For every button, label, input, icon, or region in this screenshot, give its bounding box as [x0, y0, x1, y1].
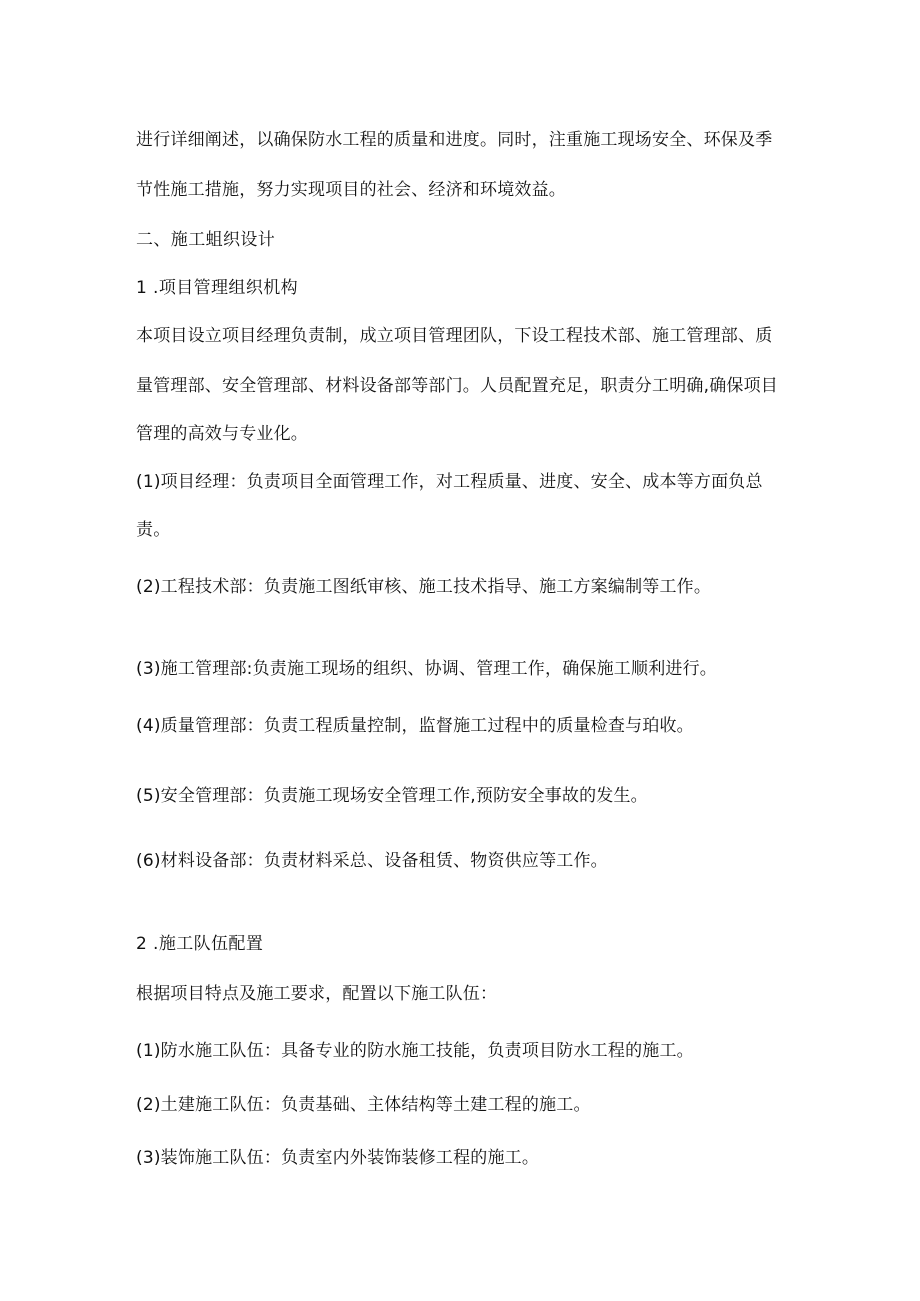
list-item-safety-mgmt: (5)安全管理部：负责施工现场安全管理工作,预防安全事故的发生。 [136, 786, 648, 806]
subsection-2-intro: 根据项目特点及施工要求，配置以下施工队伍： [136, 984, 498, 1004]
list-item-waterproofing-team: (1)防水施工队伍：具备专业的防水施工技能，负责项目防水工程的施工。 [136, 1041, 694, 1061]
subsection-1-para-line-2: 量管理部、安全管理部、材料设备部等部门。人员配置充足，职责分工明确,确保项目 [136, 376, 779, 396]
list-item-decoration-team: (3)装饰施工队伍：负责室内外装饰装修工程的施工。 [136, 1148, 540, 1168]
section-title: 二、施工蛆织设计 [136, 230, 276, 250]
list-item-civil-team: (2)土建施工队伍：负责基础、主体结构等土建工程的施工。 [136, 1095, 591, 1115]
list-item-materials-equipment: (6)材料设备部：负责材料采总、设备租赁、物资供应等工作。 [136, 851, 608, 871]
list-item-project-manager: (1)项目经理：负责项目全面管理工作，对工程质量、进度、安全、成本等方面负总 [136, 472, 763, 492]
intro-line-2: 节性施工措施，努力实现项目的社会、经济和环境效益。 [136, 180, 566, 200]
list-item-construction-mgmt: (3)施工管理部:负责施工现场的组织、协调、管理工作，确保施工顺利进行。 [136, 659, 718, 679]
list-item-engineering-tech: (2)工程技术部：负责施工图纸审核、施工技术指导、施工方案编制等工作。 [136, 577, 712, 597]
subsection-1-para-line-3: 管理的高效与专业化。 [136, 424, 308, 444]
list-item-project-manager-cont: 责。 [136, 520, 171, 540]
list-item-quality-mgmt: (4)质量管理部：负责工程质量控制，监督施工过程中的质量检查与珀收。 [136, 716, 694, 736]
subsection-1-para-line-1: 本项目设立项目经理负责制，成立项目管理团队，下设工程技术部、施工管理部、质 [136, 326, 773, 346]
intro-line-1: 进行详细阐述，以确保防水工程的质量和进度。同时，注重施工现场安全、环保及季 [136, 130, 773, 150]
subsection-1-title: 1 .项目管理组织机构 [136, 278, 299, 298]
subsection-2-title: 2 .施工队伍配置 [136, 934, 264, 954]
